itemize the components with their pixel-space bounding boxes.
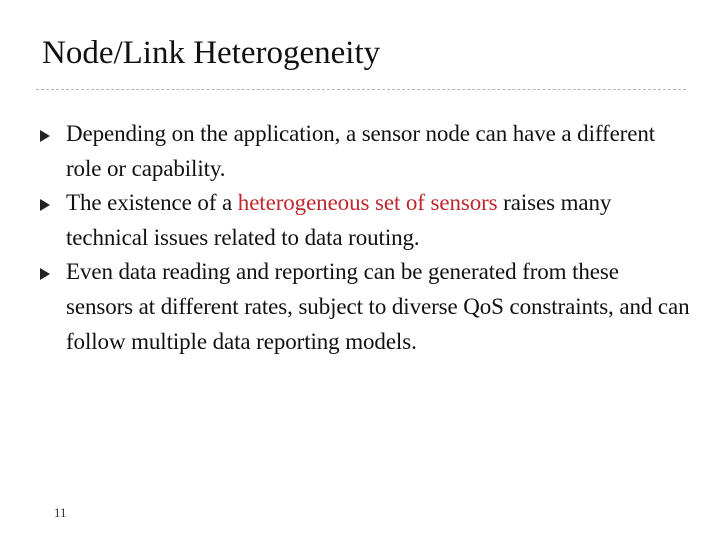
slide-title: Node/Link Heterogeneity xyxy=(42,35,381,71)
bullet-item-1 xyxy=(40,117,690,186)
triangle-bullet-icon xyxy=(40,199,50,211)
bullet-text-2-prefix: The existence of a xyxy=(66,190,238,216)
triangle-bullet-icon xyxy=(40,268,50,280)
triangle-bullet-icon xyxy=(40,130,50,142)
bullet-text-2-suffix: raises many technical issues related to data routing. xyxy=(66,190,612,250)
bullet-text-3: Even data reading and reporting can be generated from these sensors at different rates, subject to diverse QoS constraints, and can follow multiple data reporting models. xyxy=(66,259,690,354)
bullet-item-3 xyxy=(40,255,690,359)
bullet-text-1: Depending on the application, a sensor node can have a different role or capability. xyxy=(66,121,656,181)
bullet-list xyxy=(40,117,690,359)
highlighted-phrase: heterogeneous set of sensors xyxy=(237,190,498,216)
title-divider xyxy=(36,89,686,90)
page-number: 11 xyxy=(54,505,67,520)
bullet-item-2 xyxy=(40,186,690,255)
